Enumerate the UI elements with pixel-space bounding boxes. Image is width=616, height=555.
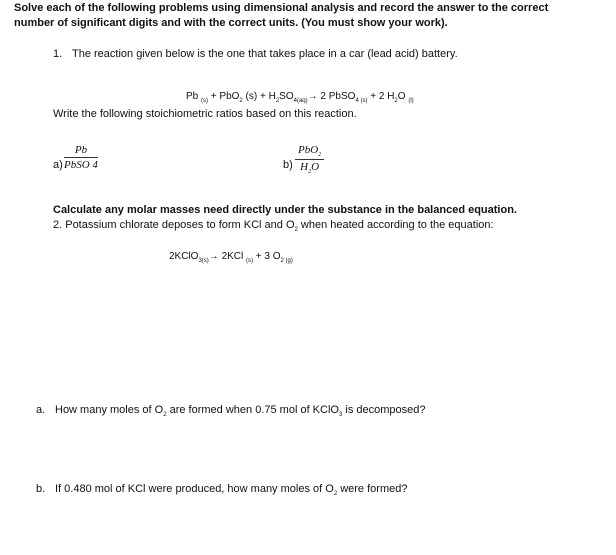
question-b-text: If 0.480 mol of KCl were produced, how many moles of $O_2$ were formed? <box>55 483 408 498</box>
problem-1-text: The reaction given below is the one that takes place in a car (lead acid) battery. <box>72 48 458 60</box>
problem-2-text: 2. Potassium chlorate deposes to form KCl and $O_2$ when heated according to the equation: <box>53 219 494 234</box>
instructions-line-1: Solve each of the following problems using dimensional analysis and record the answer to the correct <box>14 2 549 14</box>
question-b-label: b. <box>36 483 46 495</box>
problem-2-equation: 2KClO$_{3(s)}$→ 2KCl $_{(s)}$ + 3 $O_{2 (g)}$ <box>169 251 293 264</box>
ratio-b-label: b) <box>283 159 293 171</box>
molar-mass-note: Calculate any molar masses need directly under the substance in the balanced equation. <box>53 204 517 216</box>
instructions-line-2: number of significant digits and with the correct units. (You must show your work). <box>14 17 448 29</box>
problem-1-equation: Pb $_{(s)}$ + PbO$_2$ $(s) + H_2SO_{4(aq)}\to 2$ PbSO$_{4 (s)}$ + 2 $H_2O$ $_{(l)}$ <box>186 91 414 104</box>
ratio-a-label: a) <box>53 159 63 171</box>
question-a-label: a. <box>36 404 46 416</box>
problem-1-prompt: Write the following stoichiometric ratios based on this reaction. <box>53 108 357 120</box>
question-a-text: How many moles of $O_2$ are formed when 0.75 mol of KClO$_3$ is decomposed? <box>55 404 426 419</box>
problem-1-number: 1. <box>53 48 63 60</box>
ratio-b-fraction: PbO$_2$ $H_2O$ <box>295 144 324 175</box>
ratio-a-fraction: Pb PbSO 4 <box>64 144 98 171</box>
